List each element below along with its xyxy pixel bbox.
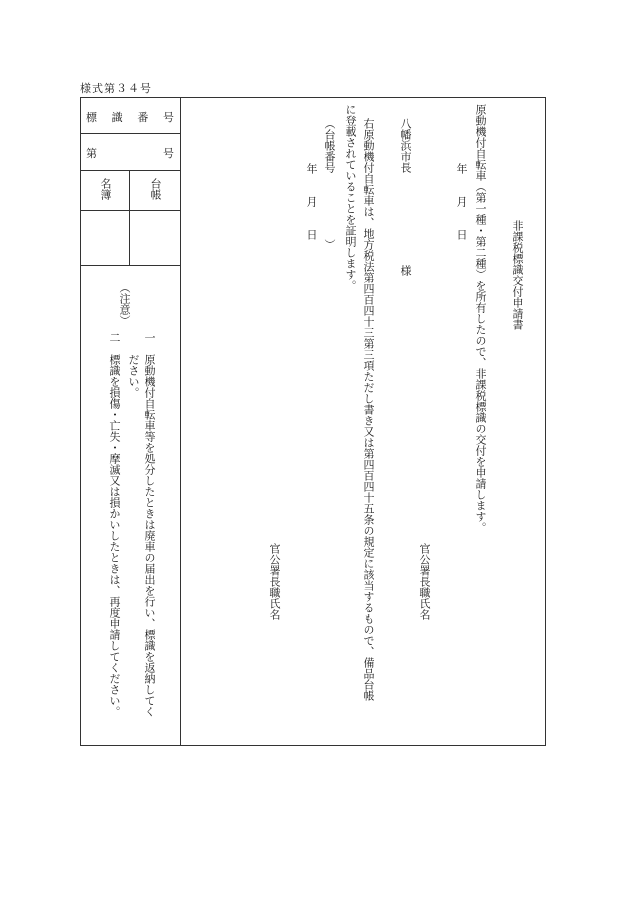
header-char: 号 bbox=[162, 111, 174, 124]
notes-title: （注意） bbox=[118, 282, 131, 326]
registry-entry-cell[interactable] bbox=[81, 211, 128, 264]
ledger-entry-cell[interactable] bbox=[130, 211, 179, 264]
addressee-honorific: 様 bbox=[399, 265, 412, 276]
certificate-signer: 官公署長職氏名 bbox=[268, 543, 281, 620]
header-char: 標 bbox=[86, 111, 97, 124]
ledger-label: 台帳 bbox=[149, 178, 162, 200]
number-row bbox=[86, 145, 174, 161]
row-divider bbox=[80, 170, 180, 171]
application-body: 原動機付自転車（第一種・第二種）を所有したので、非課税標識の交付を申請します。 bbox=[474, 104, 487, 533]
number-suffix: 号 bbox=[163, 147, 174, 160]
note-1-line1: 原動機付自転車等を処分したときは廃車の届出を行い、標識を返納してく bbox=[143, 354, 156, 717]
panel-divider bbox=[180, 97, 181, 746]
application-signer: 官公署長職氏名 bbox=[418, 543, 431, 620]
note-2-marker: 二 bbox=[108, 332, 121, 343]
id-number-header bbox=[86, 109, 174, 125]
application-title: 非課税標識交付申請書 bbox=[511, 220, 524, 330]
row-divider bbox=[80, 265, 180, 266]
application-date: 年 月 日 bbox=[455, 163, 468, 240]
certificate-line2: に登載されていることを証明します。 bbox=[344, 104, 357, 291]
registry-label: 名簿 bbox=[99, 178, 112, 200]
ledger-number: （台帳番号 ） bbox=[323, 118, 336, 250]
note-1-marker: 一 bbox=[143, 332, 156, 343]
form-number: 様式第３４号 bbox=[80, 82, 152, 95]
addressee: 八幡浜市長 bbox=[399, 118, 412, 173]
header-char: 識 bbox=[111, 111, 123, 124]
row-divider bbox=[80, 133, 180, 134]
note-2-line1: 標識を損傷・亡失・摩滅又は損かいしたときは、再度申請してください。 bbox=[108, 354, 121, 717]
note-1-line2: ださい。 bbox=[127, 354, 140, 398]
number-prefix: 第 bbox=[86, 147, 97, 160]
certificate-date: 年 月 日 bbox=[305, 163, 318, 240]
certificate-line1: 右原動機付自転車は、地方税法第四百四十三第三項ただし書き又は第四百四十五条の規定に該当するもので、備品台帳 bbox=[362, 118, 375, 701]
header-char: 番 bbox=[137, 111, 149, 124]
